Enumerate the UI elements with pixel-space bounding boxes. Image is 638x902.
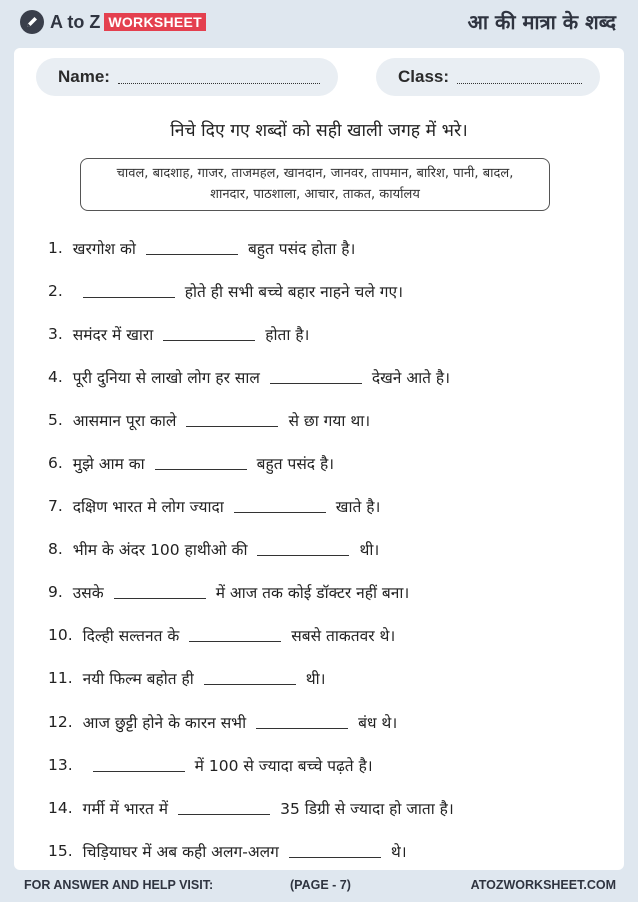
question-number: 9.: [48, 583, 63, 602]
question-number: 6.: [48, 454, 63, 473]
answer-blank[interactable]: [163, 327, 255, 341]
answer-blank[interactable]: [155, 456, 247, 470]
question-number: 3.: [48, 324, 63, 343]
answer-blank[interactable]: [114, 585, 206, 599]
question-text-before: उसके: [72, 584, 104, 603]
question-number: 4.: [48, 367, 63, 386]
website-link[interactable]: ATOZWORKSHEET.COM: [470, 878, 616, 892]
question-text-after: से छा गया था।: [288, 411, 371, 430]
question-text-before: दक्षिण भारत मे लोग ज्यादा: [72, 498, 224, 517]
question-item: [48, 355, 608, 398]
question-text-before: मुझे आम का: [72, 455, 145, 474]
question-text-before: भीम के अंदर 100 हाथीओ की: [72, 541, 248, 560]
question-item: [48, 485, 608, 528]
question-item: [48, 657, 608, 700]
question-list: [48, 226, 608, 872]
question-number: 10.: [48, 626, 73, 645]
question-text-after: होता है।: [265, 325, 310, 344]
question-number: 1.: [48, 238, 63, 257]
logo-badge: WORKSHEET: [104, 13, 206, 31]
question-number: 13.: [48, 755, 73, 774]
header: [0, 0, 638, 48]
question-item: [48, 571, 608, 614]
worksheet-paper: [14, 48, 624, 870]
question-text-before: पूरी दुनिया से लाखो लोग हर साल: [72, 368, 260, 387]
question-number: 14.: [48, 798, 73, 817]
question-item: [48, 269, 608, 312]
question-text-before: चिड़ियाघर में अब कही अलग-अलग: [82, 842, 279, 861]
question-text-after: थी।: [305, 670, 326, 689]
question-number: 2.: [48, 281, 63, 300]
question-text-after: देखने आते है।: [371, 368, 451, 387]
instruction: निचे दिए गए शब्दों को सही खाली जगह में भरे।: [170, 121, 468, 141]
question-number: 7.: [48, 497, 63, 516]
question-text-before: गर्मी में भारत में: [82, 799, 169, 818]
question-number: 15.: [48, 841, 73, 860]
page-number: (PAGE - 7): [290, 878, 351, 892]
answer-blank[interactable]: [234, 499, 326, 513]
question-item: [48, 829, 608, 872]
question-text-after: 35 डिग्री से ज्यादा हो जाता है।: [280, 799, 454, 818]
answer-blank[interactable]: [270, 370, 362, 384]
answer-blank[interactable]: [83, 284, 175, 298]
class-label: Class:: [398, 67, 450, 86]
footer-help-text: FOR ANSWER AND HELP VISIT:: [24, 878, 214, 892]
class-field[interactable]: [376, 58, 600, 96]
answer-blank[interactable]: [186, 413, 278, 427]
question-number: 11.: [48, 669, 73, 688]
name-label: Name:: [58, 67, 110, 86]
class-dotted-line[interactable]: [457, 83, 582, 84]
question-item: [48, 614, 608, 657]
question-text-after: थे।: [390, 842, 407, 861]
answer-blank[interactable]: [256, 715, 348, 729]
question-item: [48, 528, 608, 571]
word-bank-line: चावल, बादशाह, गाजर, ताजमहल, खानदान, जानवर, तापमान, बारिश, पानी, बादल,: [116, 166, 514, 181]
question-text-after: में 100 से ज्यादा बच्चे पढ़ते है।: [194, 756, 373, 775]
question-text-after: होते ही सभी बच्चे बहार नाहने चले गए।: [184, 282, 403, 301]
name-dotted-line[interactable]: [118, 83, 320, 84]
question-text-before: आसमान पूरा काले: [72, 411, 177, 430]
pencil-icon: [20, 10, 44, 34]
answer-blank[interactable]: [204, 671, 296, 685]
question-item: [48, 441, 608, 484]
question-item: [48, 398, 608, 441]
word-bank: [80, 158, 550, 211]
answer-blank[interactable]: [146, 241, 238, 255]
word-bank-line: शानदार, पाठशाला, आचार, ताकत, कार्यालय: [210, 187, 420, 202]
question-item: [48, 743, 608, 786]
question-text-before: आज छुट्टी होने के कारन सभी: [82, 713, 247, 732]
question-item: [48, 312, 608, 355]
question-number: 12.: [48, 712, 73, 731]
question-item: [48, 700, 608, 743]
question-text-after: में आज तक कोई डॉक्टर नहीं बना।: [215, 584, 410, 603]
answer-blank[interactable]: [178, 801, 270, 815]
question-text-before: समंदर में खारा: [72, 325, 154, 344]
question-text-after: थी।: [359, 541, 380, 560]
question-text-after: सबसे ताकतवर थे।: [291, 627, 396, 646]
answer-blank[interactable]: [289, 844, 381, 858]
answer-blank[interactable]: [257, 542, 349, 556]
footer: [0, 876, 638, 896]
question-text-before: दिल्ही सल्तनत के: [82, 627, 180, 646]
question-number: 8.: [48, 540, 63, 559]
question-text-before: खरगोश को: [72, 239, 136, 258]
question-text-before: नयी फिल्म बहोत ही: [82, 670, 194, 689]
question-item: [48, 786, 608, 829]
question-text-after: बहुत पसंद होता है।: [247, 239, 356, 258]
logo-text: A to Z: [50, 11, 101, 32]
logo[interactable]: [20, 10, 206, 34]
question-text-after: बहुत पसंद है।: [256, 455, 335, 474]
question-text-after: खाते है।: [335, 498, 381, 517]
answer-blank[interactable]: [189, 628, 281, 642]
name-field[interactable]: [36, 58, 338, 96]
question-item: [48, 226, 608, 269]
question-text-after: बंध थे।: [358, 713, 398, 732]
answer-blank[interactable]: [93, 758, 185, 772]
question-number: 5.: [48, 410, 63, 429]
page-title: आ की मात्रा के शब्द: [467, 10, 616, 34]
